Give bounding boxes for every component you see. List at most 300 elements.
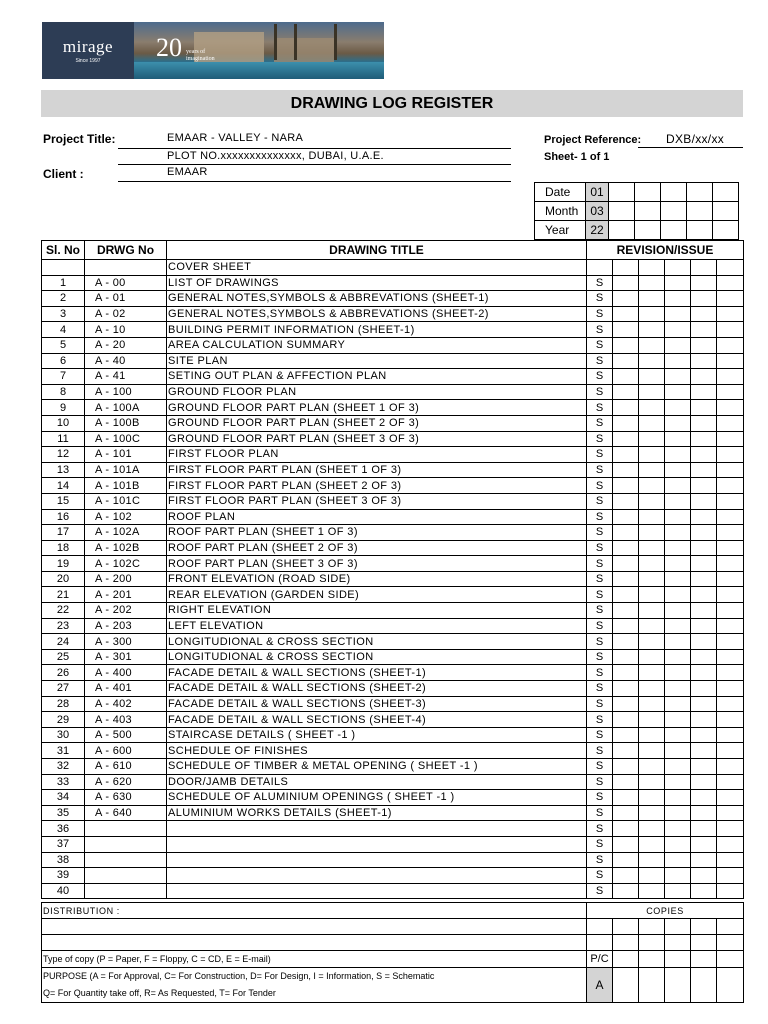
- sl-cell: 37: [42, 836, 85, 852]
- drawing-title-cell: SCHEDULE OF TIMBER & METAL OPENING ( SHEET -1 ): [167, 759, 587, 775]
- table-row: [42, 431, 744, 447]
- drawing-register-table: [41, 240, 744, 899]
- table-row: [42, 571, 744, 587]
- year-row: [535, 221, 739, 240]
- revision-cell: [717, 556, 744, 572]
- revision-cell: S: [587, 571, 613, 587]
- drwg-no-cell: A - 101C: [85, 493, 167, 509]
- revision-cell: S: [587, 415, 613, 431]
- revision-cell: [639, 525, 665, 541]
- revision-cell: S: [587, 353, 613, 369]
- revision-cell: [717, 805, 744, 821]
- revision-cell: [691, 275, 717, 291]
- anniversary-mark: [156, 33, 215, 62]
- table-body: [42, 260, 744, 899]
- revision-cell: S: [587, 727, 613, 743]
- revision-cell: [639, 493, 665, 509]
- revision-cell: [639, 556, 665, 572]
- drawing-title-cell: LONGITUDIONAL & CROSS SECTION: [167, 634, 587, 650]
- revision-cell: [613, 462, 639, 478]
- revision-cell: [717, 634, 744, 650]
- revision-cell: [691, 369, 717, 385]
- revision-cell: [639, 649, 665, 665]
- drwg-no-cell: A - 403: [85, 712, 167, 728]
- revision-cell: [691, 306, 717, 322]
- table-row: [42, 337, 744, 353]
- drawing-title-cell: [167, 883, 587, 899]
- year-value: 22: [586, 221, 609, 240]
- revision-cell: S: [587, 337, 613, 353]
- revision-cell: S: [587, 291, 613, 307]
- revision-cell: [613, 353, 639, 369]
- sl-cell: 12: [42, 447, 85, 463]
- revision-cell: [613, 525, 639, 541]
- revision-cell: [639, 571, 665, 587]
- drawing-title-cell: ROOF PART PLAN (SHEET 3 OF 3): [167, 556, 587, 572]
- drawing-title-cell: GROUND FLOOR PLAN: [167, 384, 587, 400]
- revision-cell: [639, 587, 665, 603]
- revision-cell: [691, 649, 717, 665]
- revision-cell: [665, 603, 691, 619]
- revision-cell: [639, 337, 665, 353]
- revision-cell: [613, 696, 639, 712]
- revision-cell: [639, 759, 665, 775]
- revision-cell: [613, 727, 639, 743]
- sl-cell: 30: [42, 727, 85, 743]
- purpose-legend: [42, 968, 587, 1003]
- revision-cell: [665, 852, 691, 868]
- drawing-title-cell: FRONT ELEVATION (ROAD SIDE): [167, 571, 587, 587]
- drwg-no-cell: A - 500: [85, 727, 167, 743]
- table-row: [42, 540, 744, 556]
- revision-cell: S: [587, 509, 613, 525]
- revision-cell: [613, 883, 639, 899]
- revision-cell: [613, 291, 639, 307]
- revision-cell: [613, 400, 639, 416]
- sl-cell: 35: [42, 805, 85, 821]
- revision-cell: [639, 634, 665, 650]
- revision-cell: [665, 478, 691, 494]
- revision-cell: [639, 774, 665, 790]
- revision-cell: [665, 260, 691, 276]
- revision-cell: [691, 260, 717, 276]
- revision-cell: [665, 774, 691, 790]
- revision-cell: [717, 384, 744, 400]
- revision-cell: [717, 852, 744, 868]
- revision-cell: [665, 415, 691, 431]
- drawing-title-cell: GROUND FLOOR PART PLAN (SHEET 2 OF 3): [167, 415, 587, 431]
- sl-cell: 27: [42, 681, 85, 697]
- anniversary-number: 20: [156, 33, 182, 62]
- sl-cell: 7: [42, 369, 85, 385]
- revision-cell: [639, 696, 665, 712]
- project-reference-label: Project Reference:: [544, 134, 642, 146]
- revision-cell: [717, 462, 744, 478]
- revision-cell: [665, 681, 691, 697]
- revision-cell: [717, 322, 744, 338]
- revision-cell: [665, 431, 691, 447]
- header-banner: [42, 22, 384, 79]
- revision-cell: [691, 743, 717, 759]
- sl-cell: 15: [42, 493, 85, 509]
- table-row: [42, 634, 744, 650]
- revision-cell: [665, 291, 691, 307]
- revision-cell: [691, 634, 717, 650]
- revision-cell: [717, 415, 744, 431]
- revision-cell: [613, 587, 639, 603]
- revision-cell: [691, 821, 717, 837]
- drwg-no-cell: A - 300: [85, 634, 167, 650]
- sl-cell: 32: [42, 759, 85, 775]
- revision-cell: S: [587, 275, 613, 291]
- sl-cell: 28: [42, 696, 85, 712]
- revision-cell: [691, 805, 717, 821]
- drwg-no-cell: A - 101: [85, 447, 167, 463]
- purpose-line2: Q= For Quantity take off, R= As Requested, T= For Tender: [43, 988, 276, 998]
- month-label: Month: [535, 202, 586, 221]
- revision-cell: [665, 883, 691, 899]
- revision-cell: [665, 556, 691, 572]
- drawing-title-cell: DOOR/JAMB DETAILS: [167, 774, 587, 790]
- revision-cell: [691, 556, 717, 572]
- drawing-title-cell: FACADE DETAIL & WALL SECTIONS (SHEET-3): [167, 696, 587, 712]
- drawing-title-cell: [167, 868, 587, 884]
- date-label: Date: [535, 183, 586, 202]
- revision-cell: S: [587, 478, 613, 494]
- drwg-no-cell: A - 101B: [85, 478, 167, 494]
- revision-cell: [691, 571, 717, 587]
- revision-cell: [613, 415, 639, 431]
- drawing-title-cell: COVER SHEET: [167, 260, 587, 276]
- revision-cell: [691, 852, 717, 868]
- client-value: EMAAR: [167, 166, 208, 178]
- table-row: [42, 618, 744, 634]
- revision-cell: [639, 868, 665, 884]
- footer-table: [41, 902, 744, 1003]
- revision-cell: [639, 260, 665, 276]
- revision-cell: [691, 587, 717, 603]
- drwg-no-cell: A - 100A: [85, 400, 167, 416]
- drwg-no-cell: A - 200: [85, 571, 167, 587]
- sl-cell: 10: [42, 415, 85, 431]
- revision-cell: [665, 509, 691, 525]
- revision-cell: [691, 665, 717, 681]
- table-row: [42, 790, 744, 806]
- revision-cell: [665, 337, 691, 353]
- drawing-title-cell: FACADE DETAIL & WALL SECTIONS (SHEET-1): [167, 665, 587, 681]
- revision-cell: [639, 509, 665, 525]
- table-row: [42, 525, 744, 541]
- revision-cell: [613, 805, 639, 821]
- sl-cell: 6: [42, 353, 85, 369]
- revision-cell: [639, 400, 665, 416]
- revision-cell: [639, 712, 665, 728]
- drawing-title-cell: FIRST FLOOR PART PLAN (SHEET 2 OF 3): [167, 478, 587, 494]
- drawing-title-cell: STAIRCASE DETAILS ( SHEET -1 ): [167, 727, 587, 743]
- revision-cell: [665, 447, 691, 463]
- table-row: [42, 587, 744, 603]
- revision-cell: [717, 836, 744, 852]
- table-header-row: [42, 241, 744, 260]
- revision-cell: [665, 353, 691, 369]
- revision-cell: S: [587, 836, 613, 852]
- drawing-title-cell: SCHEDULE OF FINISHES: [167, 743, 587, 759]
- revision-cell: [639, 727, 665, 743]
- sl-cell: 23: [42, 618, 85, 634]
- revision-cell: [639, 431, 665, 447]
- revision-cell: [639, 821, 665, 837]
- year-label: Year: [535, 221, 586, 240]
- table-row: [42, 447, 744, 463]
- table-row: [42, 603, 744, 619]
- revision-cell: [717, 759, 744, 775]
- revision-cell: [639, 743, 665, 759]
- revision-cell: [691, 540, 717, 556]
- project-title-label: Project Title:: [43, 132, 116, 146]
- revision-cell: [691, 337, 717, 353]
- drwg-no-cell: A - 630: [85, 790, 167, 806]
- revision-cell: [613, 681, 639, 697]
- revision-cell: [717, 743, 744, 759]
- revision-cell: [717, 712, 744, 728]
- revision-cell: [717, 868, 744, 884]
- revision-cell: [717, 883, 744, 899]
- drwg-no-cell: A - 401: [85, 681, 167, 697]
- revision-cell: [613, 665, 639, 681]
- revision-cell: [665, 618, 691, 634]
- table-row: [42, 369, 744, 385]
- drwg-no-cell: A - 402: [85, 696, 167, 712]
- table-row: [42, 727, 744, 743]
- sl-cell: 22: [42, 603, 85, 619]
- distribution-label: DISTRIBUTION :: [42, 903, 587, 919]
- revision-cell: S: [587, 462, 613, 478]
- column-header-sl-no: Sl. No: [42, 241, 85, 260]
- drwg-no-cell: [85, 883, 167, 899]
- drawing-title-cell: FIRST FLOOR PART PLAN (SHEET 1 OF 3): [167, 462, 587, 478]
- drawing-title-cell: FACADE DETAIL & WALL SECTIONS (SHEET-4): [167, 712, 587, 728]
- type-of-copy-row: [42, 951, 744, 968]
- revision-cell: S: [587, 712, 613, 728]
- revision-cell: [613, 431, 639, 447]
- drwg-no-cell: A - 02: [85, 306, 167, 322]
- drwg-no-cell: A - 640: [85, 805, 167, 821]
- drwg-no-cell: A - 102: [85, 509, 167, 525]
- revision-cell: [639, 665, 665, 681]
- type-of-copy-legend: Type of copy (P = Paper, F = Floppy, C = CD, E = E-mail): [42, 951, 587, 968]
- drawing-title-cell: GROUND FLOOR PART PLAN (SHEET 1 OF 3): [167, 400, 587, 416]
- table-row: [42, 852, 744, 868]
- revision-cell: [613, 634, 639, 650]
- drawing-title-cell: SETING OUT PLAN & AFFECTION PLAN: [167, 369, 587, 385]
- revision-cell: S: [587, 618, 613, 634]
- revision-cell: [665, 587, 691, 603]
- sl-cell: 24: [42, 634, 85, 650]
- drwg-no-cell: A - 100C: [85, 431, 167, 447]
- revision-cell: [613, 260, 639, 276]
- revision-cell: [613, 743, 639, 759]
- revision-cell: S: [587, 400, 613, 416]
- drwg-no-cell: [85, 836, 167, 852]
- revision-cell: [613, 836, 639, 852]
- drwg-no-cell: A - 10: [85, 322, 167, 338]
- revision-cell: [717, 478, 744, 494]
- revision-cell: [717, 649, 744, 665]
- revision-cell: [665, 836, 691, 852]
- revision-cell: [639, 415, 665, 431]
- revision-cell: [691, 447, 717, 463]
- revision-cell: [639, 540, 665, 556]
- revision-cell: [691, 415, 717, 431]
- sl-cell: 17: [42, 525, 85, 541]
- table-row: [42, 836, 744, 852]
- drwg-no-cell: A - 102A: [85, 525, 167, 541]
- sl-cell: 26: [42, 665, 85, 681]
- revision-cell: [665, 727, 691, 743]
- drwg-no-cell: [85, 821, 167, 837]
- revision-cell: [639, 681, 665, 697]
- sl-cell: 5: [42, 337, 85, 353]
- table-row: [42, 462, 744, 478]
- table-row: [42, 805, 744, 821]
- sl-cell: 20: [42, 571, 85, 587]
- revision-cell: [665, 275, 691, 291]
- revision-cell: [691, 774, 717, 790]
- revision-cell: [665, 400, 691, 416]
- revision-cell: [691, 400, 717, 416]
- table-row: [42, 774, 744, 790]
- table-row: [42, 509, 744, 525]
- revision-cell: [717, 571, 744, 587]
- table-row: [42, 743, 744, 759]
- revision-cell: [717, 540, 744, 556]
- revision-cell: [691, 291, 717, 307]
- revision-cell: [665, 540, 691, 556]
- revision-cell: [665, 322, 691, 338]
- date-box: [534, 182, 739, 240]
- revision-cell: [613, 540, 639, 556]
- purpose-row: [42, 968, 744, 1003]
- revision-cell: [717, 337, 744, 353]
- revision-cell: S: [587, 384, 613, 400]
- revision-cell: [613, 603, 639, 619]
- revision-cell: S: [587, 774, 613, 790]
- sl-cell: 11: [42, 431, 85, 447]
- revision-cell: [613, 384, 639, 400]
- revision-cell: [691, 525, 717, 541]
- table-row: [42, 712, 744, 728]
- sl-cell: 25: [42, 649, 85, 665]
- drawing-title-cell: FIRST FLOOR PART PLAN (SHEET 3 OF 3): [167, 493, 587, 509]
- pc-cell: P/C: [587, 951, 613, 968]
- drawing-title-cell: FACADE DETAIL & WALL SECTIONS (SHEET-2): [167, 681, 587, 697]
- revision-cell: [717, 306, 744, 322]
- revision-cell: [639, 322, 665, 338]
- revision-cell: [639, 384, 665, 400]
- drwg-no-cell: A - 41: [85, 369, 167, 385]
- revision-cell: [639, 852, 665, 868]
- client-label: Client :: [43, 167, 84, 181]
- revision-cell: [691, 681, 717, 697]
- table-row: [42, 400, 744, 416]
- revision-cell: S: [587, 525, 613, 541]
- revision-cell: [665, 649, 691, 665]
- revision-cell: [717, 447, 744, 463]
- revision-cell: [639, 790, 665, 806]
- revision-cell: [665, 743, 691, 759]
- purpose-value: A: [587, 968, 613, 1003]
- revision-cell: S: [587, 790, 613, 806]
- revision-cell: [691, 322, 717, 338]
- revision-cell: [691, 868, 717, 884]
- table-row: [42, 306, 744, 322]
- revision-cell: S: [587, 821, 613, 837]
- drawing-title-cell: [167, 836, 587, 852]
- revision-cell: [717, 369, 744, 385]
- table-row: [42, 868, 744, 884]
- drwg-no-cell: A - 40: [85, 353, 167, 369]
- revision-cell: S: [587, 883, 613, 899]
- sl-cell: 16: [42, 509, 85, 525]
- revision-cell: [613, 337, 639, 353]
- drwg-no-cell: A - 203: [85, 618, 167, 634]
- revision-cell: [717, 821, 744, 837]
- banner-photo: [134, 22, 384, 79]
- drwg-no-cell: A - 100: [85, 384, 167, 400]
- sl-cell: 31: [42, 743, 85, 759]
- revision-cell: S: [587, 556, 613, 572]
- drawing-title-cell: ROOF PLAN: [167, 509, 587, 525]
- sl-cell: 2: [42, 291, 85, 307]
- drawing-title-cell: BUILDING PERMIT INFORMATION (SHEET-1): [167, 322, 587, 338]
- drawing-title-cell: ALUMINIUM WORKS DETAILS (SHEET-1): [167, 805, 587, 821]
- revision-cell: [665, 712, 691, 728]
- revision-cell: [639, 478, 665, 494]
- table-row: [42, 275, 744, 291]
- revision-cell: S: [587, 868, 613, 884]
- drawing-title-cell: [167, 821, 587, 837]
- drawing-title-cell: LIST OF DRAWINGS: [167, 275, 587, 291]
- drwg-no-cell: A - 600: [85, 743, 167, 759]
- drwg-no-cell: A - 102B: [85, 540, 167, 556]
- revision-cell: [665, 821, 691, 837]
- distribution-row: [42, 903, 744, 919]
- drwg-no-cell: [85, 852, 167, 868]
- revision-cell: [665, 805, 691, 821]
- drawing-title-cell: GROUND FLOOR PART PLAN (SHEET 3 OF 3): [167, 431, 587, 447]
- table-row: [42, 415, 744, 431]
- revision-cell: [613, 868, 639, 884]
- revision-cell: S: [587, 649, 613, 665]
- revision-cell: [691, 696, 717, 712]
- table-row: [42, 291, 744, 307]
- revision-cell: [613, 306, 639, 322]
- table-row: [42, 353, 744, 369]
- revision-cell: [691, 493, 717, 509]
- revision-cell: S: [587, 447, 613, 463]
- document-title: DRAWING LOG REGISTER: [41, 90, 743, 117]
- table-row: [42, 478, 744, 494]
- table-row: [42, 696, 744, 712]
- drwg-no-cell: A - 00: [85, 275, 167, 291]
- sl-cell: 14: [42, 478, 85, 494]
- revision-cell: [717, 525, 744, 541]
- sl-cell: 18: [42, 540, 85, 556]
- anniversary-text: years of imagination: [186, 49, 215, 62]
- revision-cell: [613, 556, 639, 572]
- table-row: [42, 384, 744, 400]
- drawing-title-cell: SCHEDULE OF ALUMINIUM OPENINGS ( SHEET -1 ): [167, 790, 587, 806]
